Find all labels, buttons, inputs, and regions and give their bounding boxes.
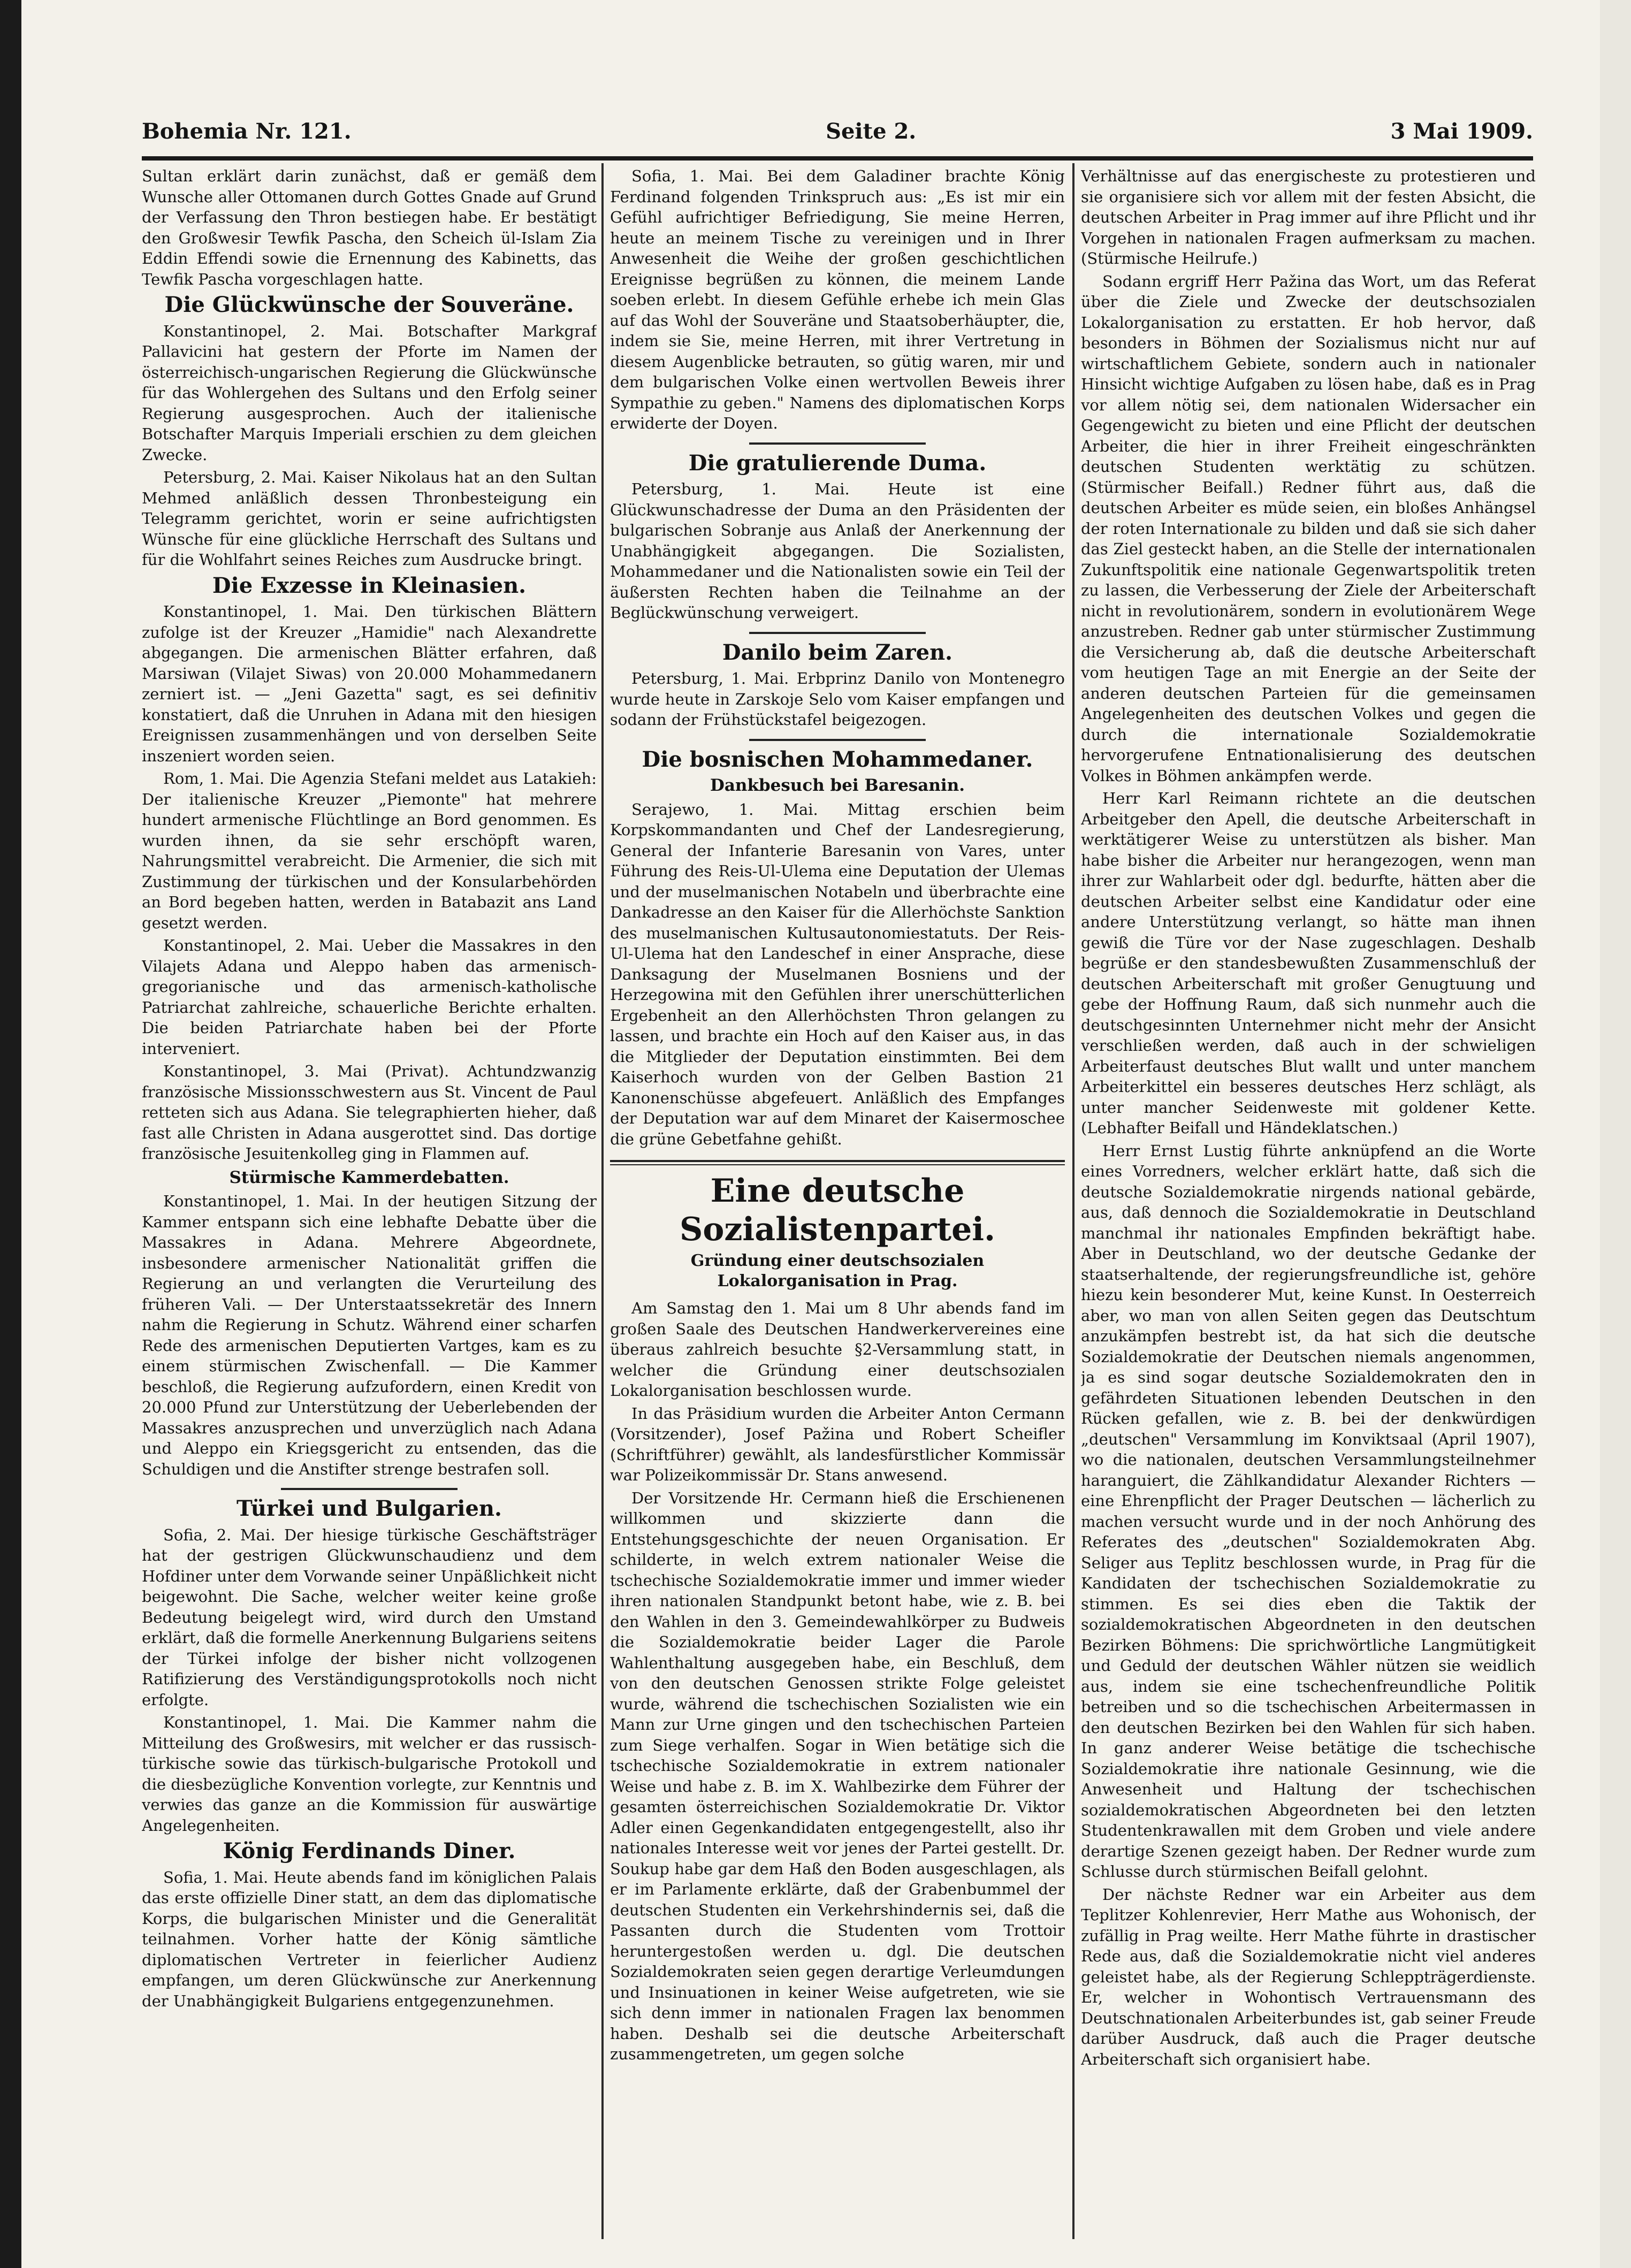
scan-left-edge <box>0 0 21 2268</box>
article-paragraph: Am Samstag den 1. Mai um 8 Uhr abends fand im großen Saale des Deutschen Handwerkervereines eine überaus zahlreich besuchte §2-Versammlung statt, in welcher die Gründung einer deutschsozialen Lokalorganisation beschlossen wurde. <box>610 1299 1065 1400</box>
article-paragraph: Rom, 1. Mai. Die Agenzia Stefani meldet aus Latakieh: Der italienische Kreuzer „Piemonte" hat mehrere hundert armenische Flüchtlinge an Bord genommen. Es wurden ihnen, da sie sehr erschöpft waren, Nahrungsmittel verabreicht. Die Armenier, die sich mit Zustimmung der türkischen und der Konsularbehörden an Bord begeben hatten, werden in Batabazit ans Land gesetzt werden. <box>142 769 597 932</box>
section-heading: Die Glückwünsche der Souveräne. <box>164 292 574 317</box>
article-paragraph: Konstantinopel, 1. Mai. Den türkischen Blättern zufolge ist der Kreuzer „Hamidie" nach Alexandrette abgegangen. Die armenischen Blätter erfahren, daß Marsiwan (Vilajet Siwas) von 20.000 Mohammedanern zerniert ist. — „Jeni Gazetta" sagt, es sei definitiv konstatiert, daß die Unruhen in Adana mit den hiesigen Ereignissen zusammenhängen und von derselben Seite inszeniert worden seien. <box>142 602 597 765</box>
feature-headline: Eine deutsche Sozialistenpartei. <box>680 1172 995 1248</box>
article-paragraph: Sofia, 1. Mai. Heute abends fand im königlichen Palais das erste offizielle Diner statt, an dem das diplomatische Korps, die bulgarischen Minister und die Generalität teilnahmen. Vorher hatte der König sämtliche diplomatischen Vertreter in feierlicher Audienz empfangen, um deren Glückwünsche zur Anerkennung der Unabhängigkeit Bulgariens entgegenzunehmen. <box>142 1868 597 2010</box>
article-paragraph: Sultan erklärt darin zunächst, daß er gemäß dem Wunsche aller Ottomanen durch Gottes Gnade auf Grund der Verfassung den Thron bestiegen habe. Er bestätigt den Großwesir Tewfik Pascha, den Scheich ül-Islam Zia Eddin Effendi sowie die Ernennung des Kabinetts, das Tewfik Pascha vorgeschlagen hatte. <box>142 167 597 288</box>
header-rule <box>142 156 1533 161</box>
section-heading: Danilo beim Zaren. <box>722 639 953 665</box>
scan-right-margin <box>1600 0 1631 2268</box>
feature-subheadline: Gründung einer deutschsozialen Lokalorganisation in Prag. <box>690 1251 985 1290</box>
section-rule <box>749 442 926 445</box>
article-paragraph: Der nächste Redner war ein Arbeiter aus dem Teplitzer Kohlenrevier, Herr Mathe aus Wohonisch, der zufällig in Prag weilte. Herr Mathe führte in drastischer Rede aus, daß die Sozialdemokratie nicht viel anderes geleistet habe, als der Regierung Schleppträgerdienste. Er, welcher in Wohontisch Vertrauensmann des Deutschnationalen Arbeiterbundes ist, gab seiner Freude darüber Ausdruck, daß auch die Prager deutsche Arbeiterschaft sich organisiert habe. <box>1081 1885 1536 2068</box>
article-paragraph: Sofia, 1. Mai. Bei dem Galadiner brachte König Ferdinand folgenden Trinkspruch aus: „Es ist mir ein Gefühl aufrichtiger Befriedigung, Sie meine Herren, heute an meinem Tische zu vereinigen und in Ihrer Anwesenheit die Weihe der großen geschichtlichen Ereignisse begrüßen zu können, die meinem Lande soeben erlebt. In diesem Gefühle erhebe ich mein Glas auf das Wohl der Souveräne und Staatsoberhäupter, die, indem sie Sie, meine Herren, mit ihrer Vertretung in diesem Augenblicke betrauten, so gütig waren, mir und dem bulgarischen Volke einen wertvollen Beweis ihrer Sympathie zu geben." Namens des diplomatischen Korps erwiderte der Doyen. <box>610 167 1065 432</box>
column-divider <box>1072 163 1074 2239</box>
article-paragraph: In das Präsidium wurden die Arbeiter Anton Cermann (Vorsitzender), Josef Pažina und Robert Scheifler (Schriftführer) gewählt, als landesfürstlicher Kommissär war Polizeikommissär Dr. Stans anwesend. <box>610 1404 1065 1484</box>
article-paragraph: Verhältnisse auf das energischeste zu protestieren und sie organisiere sich vor allem mit der festen Absicht, die deutschen Arbeiter in Prag immer auf ihre Pflicht und ihr Vorgehen in nationalen Fragen aufmerksam zu machen. (Stürmische Heilrufe.) <box>1081 167 1536 268</box>
article-paragraph: Herr Karl Reimann richtete an die deutschen Arbeitgeber den Apell, die deutsche Arbeiterschaft in werktätigerer Weise zu unterstützen als bisher. Man habe bisher die Arbeiter nur herangezogen, wenn man ihrer zur Wahlarbeit oder dgl. bedurfte, hätten aber die deutschen Arbeiter selbst eine Kandidatur oder eine andere Unterstützung verlangt, so hätte man ihnen gewiß die Türe vor der Nase zugeschlagen. Deshalb begrüße er den standesbewußten Zusammenschluß der deutschen Arbeiterschaft mit großer Genugtuung und gebe der Hoffnung Raum, daß sich nunmehr auch die deutschgesinnten Unternehmer nicht mehr der Ansicht verschließen werden, daß auch in der schwieligen Arbeiterfaust deutsches Blut wallt und unter manchem Arbeiterkittel ein besseres deutsches Herz schlägt, als unter mancher Seidenweste mit goldener Kette. (Lebhafter Beifall und Händeklatschen.) <box>1081 789 1536 1137</box>
section-heading: König Ferdinands Diner. <box>223 1838 516 1864</box>
article-paragraph: Sodann ergriff Herr Pažina das Wort, um das Referat über die Ziele und Zwecke der deutschsozialen Lokalorganisation zu erstatten. Er hob hervor, daß besonders in Böhmen der Sozialismus nicht nur auf wirtschaftlichem Gebiete, sondern auch in nationaler Hinsicht wichtige Aufgaben zu lösen habe, daß es in Prag vor allem nötig sei, dem nationalen Widersacher ein Gegengewicht zu bieten und eine Pflicht der deutschen Arbeiter, die hier in ihrer Freiheit eingeschränkten deutschen Studenten werktätig zu schützen. (Stürmischer Beifall.) Redner führt aus, daß die deutschen Arbeiter es müde seien, ein bloßes Anhängsel der roten Internationale zu bilden und daß sie sich daher das Ziel gesteckt haben, an die Stelle der internationalen Zukunftspolitik eine nationale Gegenwartspolitik treten zu lassen, die Verbesserung der Ziele der Arbeiterschaft nicht in revolutionärem, sondern in evolutionärem Wege anzustreben. Redner gab unter stürmischer Zustimmung die Versicherung ab, daß die deutsche Arbeiterschaft vom heutigen Tage an mit Energie an der Seite der anderen deutschen Parteien für die gemeinsamen Angelegenheiten des deutschen Volkes und gegen die durch die internationale Sozialdemokratie hervorgerufene Entnationalisierung des deutschen Volkes in Böhmen ankämpfen werde. <box>1081 272 1536 785</box>
article-paragraph: Petersburg, 1. Mai. Heute ist eine Glückwunschadresse der Duma an den Präsidenten der bulgarischen Sobranje aus Anlaß der Anerkennung der Unabhängigkeit abgegangen. Die Sozialisten, Mohammedaner und die Nationalisten sowie ein Teil der äußersten Rechten haben die Teilnahme an der Beglückwünschung verweigert. <box>610 480 1065 622</box>
article-paragraph: Herr Ernst Lustig führte anknüpfend an die Worte eines Vorredners, welcher erklärt hatte, daß sich die deutsche Sozialdemokratie nirgends national gebärde, aus, daß dennoch die Sozialdemokratie in Deutschland manchmal ihr nationales Empfinden bekräftigt habe. Aber in Deutschland, wo der deutsche Gedanke der staatserhaltende, der regierungsfreundliche ist, gehöre hiezu kein besonderer Mut, keine Kunst. In Oesterreich aber, wo man von allen Seiten gegen das Deutschtum anzukämpfen bestrebt ist, da hat sich die deutsche Sozialdemokratie der Deutschen niemals angenommen, ja es sind sogar deutsche Sozialdemokraten den in gefährdeten Situationen lebenden Deutschen in den Rücken gefallen, wie z. B. bei der denkwürdigen „deutschen" Versammlung im Konviktsaal (April 1907), wo die nationalen, deutschen Versammlungsteilnehmer haranguiert, die Zählkandidatur Alexander Richters — eine Ehrenpflicht der Prager Deutschen — lächerlich zu machen versucht wurde und in der noch Anhörung des Referates des „deutschen" Sozialdemokraten Abg. Seliger aus Teplitz beschlossen wurde, in Prag für die Kandidaten der tschechischen Sozialdemokratie zu stimmen. Es sei dies eben die Taktik der sozialdemokratischen Abgeordneten in den deutschen Bezirken Böhmens: Die sprichwörtliche Langmütigkeit und Geduld der deutschen Wähler nützen sie weidlich aus, indem sie eine tschechenfreundliche Politik betreiben und so die tschechischen Arbeitermassen in den deutschen Bezirken bei den Wahlen für sich haben. In ganz anderer Weise betätige die tschechische Sozialdemokratie ihre nationale Gesinnung, wie die Anwesenheit und Haltung der tschechischen sozialdemokratischen Abgeordneten bei den letzten Studentenkrawallen mit dem Groben und viele andere derartige Szenen gezeigt haben. Der Redner wurde zum Schlusse durch stürmischen Beifall gelohnt. <box>1081 1141 1536 1881</box>
section-subheading: Dankbesuch bei Baresanin. <box>710 776 965 795</box>
header-date: 3 Mai 1909. <box>1390 118 1533 144</box>
article-paragraph: Konstantinopel, 2. Mai. Botschafter Markgraf Pallavicini hat gestern der Pforte im Namen der österreichisch-ungarischen Regierung die Glückwünsche für das Wohlergehen des Sultans und den Erfolg seiner Regierung ausgesprochen. Auch der italienische Botschafter Marquis Imperiali erschien zu dem gleichen Zwecke. <box>142 322 597 464</box>
section-rule <box>281 1488 458 1490</box>
column-divider <box>601 163 604 2239</box>
article-paragraph: Petersburg, 2. Mai. Kaiser Nikolaus hat an den Sultan Mehmed anläßlich dessen Thronbesteigung ein Telegramm gerichtet, worin er seine aufrichtigsten Wünsche für eine glückliche Herrschaft des Sultans und für die Wohlfahrt seines Reiches zum Ausdrucke bringt. <box>142 468 597 569</box>
section-subheading: Stürmische Kammerdebatten. <box>229 1167 509 1187</box>
header-page-number: Seite 2. <box>826 118 917 144</box>
article-paragraph: Konstantinopel, 2. Mai. Ueber die Massakres in den Vilajets Adana und Aleppo haben das armenisch-gregorianische und das armenisch-katholische Patriarchat zahlreiche, schauerliche Berichte erhalten. Die beiden Patriarchate haben bei der Pforte interveniert. <box>142 936 597 1058</box>
article-paragraph: Konstantinopel, 1. Mai. In der heutigen Sitzung der Kammer entspann sich eine lebhafte Debatte über die Massakres in Adana. Mehrere Abgeordnete, insbesondere armenischer Nationalität griffen die Regierung an und verlangten die Verurteilung des früheren Vali. — Der Unterstaatssekretär des Innern nahm die Regierung in Schutz. Während einer scharfen Rede des armenischen Deputierten Vartges, kam es zu einem stürmischen Zwischenfall. — Die Kammer beschloß, die Regierung aufzufordern, einen Kredit von 20.000 Pfund zur Unterstützung der Ueberlebenden der Massakres anzusprechen und unverzüglich nach Adana und Aleppo ein Kriegsgericht zu entsenden, das die Schuldigen und die Anstifter strenge bestrafen soll. <box>142 1192 597 1478</box>
article-paragraph: Serajewo, 1. Mai. Mittag erschien beim Korpskommandanten und Chef der Landesregierung, General der Infanterie Baresanin von Vares, unter Führung des Reis-Ul-Ulema eine Deputation der Ulemas und der muselmanischen Notabeln und überbrachte eine Dankadresse an den Kaiser für die Allerhöchste Sanktion des muselmanischen Kultusautonomiestatuts. Der Reis-Ul-Ulema hat den Landeschef in einer Ansprache, diese Danksagung der Muselmanen Bosniens und der Herzegowina mit den Gefühlen ihrer unerschütterlichen Ergebenheit an den Allerhöchsten Thron gelangen zu lassen, und brachte ein Hoch auf den Kaiser aus, in das die Mitglieder der Deputation einstimmten. Bei dem Kaiserhoch wurden von der Gelben Bastion 21 Kanonenschüsse abgefeuert. Anläßlich des Empfanges der Deputation war auf dem Minaret der Kaisermoschee die grüne Gebetfahne gehißt. <box>610 800 1065 1148</box>
section-heading: Türkei und Bulgarien. <box>237 1496 502 1521</box>
column-3 <box>1081 166 1536 2242</box>
section-heading: Die Exzesse in Kleinasien. <box>212 572 527 598</box>
section-heading: Die gratulierende Duma. <box>688 450 987 476</box>
section-heading: Die bosnischen Mohammedaner. <box>642 746 1033 772</box>
feature-rule <box>610 1160 1065 1162</box>
article-paragraph: Konstantinopel, 1. Mai. Die Kammer nahm die Mitteilung des Großwesirs, mit welcher er das russisch-türkische sowie das türkisch-bulgarische Protokoll und die diesbezügliche Konvention vorlegte, zur Kenntnis und verwies das ganze an die Kommission für auswärtige Angelegenheiten. <box>142 1713 597 1835</box>
article-paragraph: Sofia, 2. Mai. Der hiesige türkische Geschäftsträger hat der gestrigen Glückwunschaudienz und dem Hofdiner unter dem Vorwande seiner Unpäßlichkeit nicht beigewohnt. Die Sache, welcher weiter keine große Bedeutung beigelegt wird, wird durch den Umstand erklärt, daß die formelle Anerkennung Bulgariens seitens der Türkei infolge der bisher nicht vollzogenen Ratifizierung des Verständigungsprotokolls noch nicht erfolgte. <box>142 1525 597 1709</box>
feature-rule-thin <box>610 1164 1065 1165</box>
page-header <box>142 112 1533 150</box>
header-newspaper-issue: Bohemia Nr. 121. <box>142 118 352 144</box>
article-paragraph: Der Vorsitzende Hr. Cermann hieß die Erschienenen willkommen und skizzierte dann die Entstehungsgeschichte der neuen Organisation. Er schilderte, in welch extrem nationaler Weise die tschechische Sozialdemokratie immer und immer wieder ihren nationalen Standpunkt betont habe, wie z. B. bei den Wahlen in den 3. Gemeindewahlkörper zu Budweis die Sozialdemokratie beider Lager die Parole Wahlenthaltung ausgegeben habe, ein Beschluß, dem von den deutschen Genossen strikte Folge geleistet wurde, während die tschechischen Sozialisten wie ein Mann zur Urne gingen und den tschechischen Parteien zum Siege verhalfen. Sogar in Wien betätige sich die tschechische Sozialdemokratie in extrem nationaler Weise und habe z. B. im X. Wahlbezirke dem Führer der gesamten österreichischen Sozialdemokratie Dr. Viktor Adler einen Gegenkandidaten entgegengestellt, also ihr nationales Interesse weit vor jenes der Partei gestellt. Dr. Soukup habe gar dem Haß den Boden ausgeschlagen, als er im Parlamente erklärte, daß der Grabenbummel der deutschen Studenten ein Verkehrshindernis sei, daß die Passanten durch die Studenten vom Trottoir heruntergestoßen werden u. dgl. Die deutschen Sozialdemokraten seien gegen derartige Verleumdungen und Insinuationen in keiner Weise aufgetreten, wie sie sich denn immer in nationalen Fragen lax benommen haben. Deshalb sei die deutsche Arbeiterschaft zusammengetreten, um gegen solche <box>610 1488 1065 2063</box>
article-paragraph: Konstantinopel, 3. Mai (Privat). Achtundzwanzig französische Missionsschwestern aus St. Vincent de Paul retteten sich aus Adana. Sie telegraphierten hieher, daß fast alle Christen in Adana ausgerottet sind. Das dortige französische Jesuitenkolleg ging in Flammen auf. <box>142 1062 597 1163</box>
column-1 <box>142 166 597 2242</box>
column-2 <box>610 166 1065 2242</box>
article-paragraph: Petersburg, 1. Mai. Erbprinz Danilo von Montenegro wurde heute in Zarskoje Selo vom Kaiser empfangen und sodann der Frühstückstafel beigezogen. <box>610 669 1065 729</box>
section-rule <box>749 739 926 741</box>
section-rule <box>749 632 926 634</box>
